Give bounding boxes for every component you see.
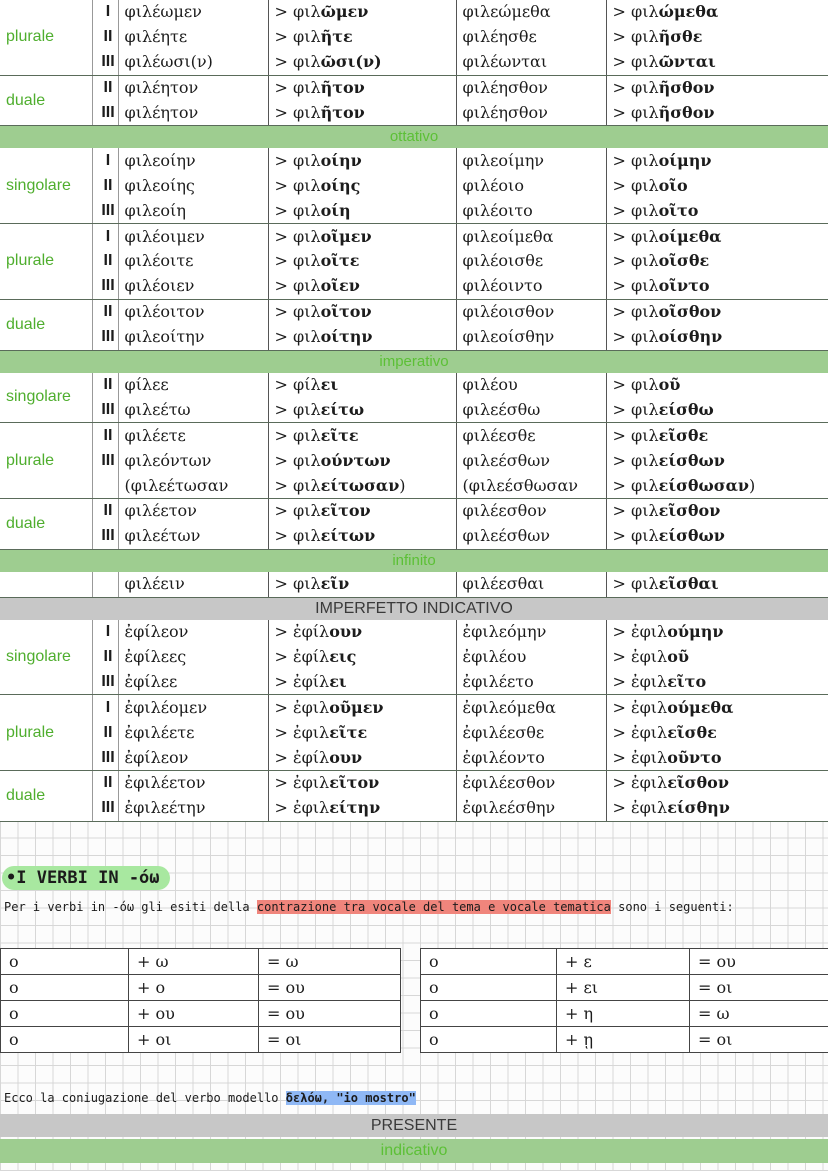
active-contracted: > φιλοῖεν — [268, 274, 456, 299]
active-contracted: > φιλεῖτον — [268, 499, 456, 524]
active-form: ἐφιλέετον — [118, 771, 268, 796]
active-form: φιλεόντων — [118, 448, 268, 473]
highlight-verbo-modello: δελόω, "io mostro" — [285, 1091, 416, 1105]
group-label: plurale — [0, 423, 92, 499]
person-cell — [92, 473, 118, 498]
vowel-cell: = ω — [690, 1001, 828, 1027]
person-cell: II — [92, 173, 118, 198]
tense-header-imperfetto: IMPERFETTO INDICATIVO — [0, 597, 828, 620]
group-label: singolare — [0, 373, 92, 423]
middle-contracted: > φιλείσθων — [612, 450, 725, 470]
person-cell: III — [92, 397, 118, 422]
vowel-cell: = οι — [690, 1027, 828, 1053]
person-cell: III — [92, 669, 118, 694]
active-contracted: > φιλοίην — [268, 148, 456, 173]
middle-form: φιλεοίσθην — [456, 325, 606, 350]
table-row — [0, 101, 828, 126]
middle-form: ἐφιλέοντο — [456, 745, 606, 770]
middle-form: φιλέοισθον — [456, 299, 606, 324]
table-row — [0, 796, 828, 821]
active-contracted: > φιλοίη — [268, 198, 456, 223]
table-row — [0, 325, 828, 350]
middle-form: φιλεέσθω — [456, 397, 606, 422]
person-cell: III — [92, 796, 118, 821]
middle-form: φιλεοίμην — [456, 148, 606, 173]
vowel-cell: = οι — [690, 975, 828, 1001]
middle-contracted: > φιλοῖσθε — [612, 251, 710, 271]
person-cell: I — [92, 695, 118, 720]
active-contracted: > ἐφίλει — [268, 669, 456, 694]
vowel-cell: ο — [1, 975, 129, 1001]
vowel-row — [1, 975, 401, 1001]
table-row — [0, 745, 828, 770]
table-row — [0, 224, 828, 249]
middle-contracted: > ἐφιλοῦντο — [606, 745, 828, 770]
active-contracted: > φιλῆτον — [268, 101, 456, 126]
person-cell: II — [92, 720, 118, 745]
middle-form: φιλέοιτο — [456, 198, 606, 223]
vowel-row — [421, 975, 828, 1001]
active-contracted: > φιλοῖμεν — [268, 224, 456, 249]
person-cell: II — [92, 645, 118, 670]
intro-text: Per i verbi in -όω gli esiti della contrazione tra vocale del tema e vocale tematica sono i seguenti: — [4, 900, 734, 914]
middle-form: ἐφιλέου — [456, 645, 606, 670]
middle-form: φιλέησθον — [456, 101, 606, 126]
middle-contracted: > φιλοῦ — [612, 375, 681, 395]
middle-form: ἐφιλέετο — [456, 669, 606, 694]
group-label: duale — [0, 75, 92, 126]
active-contracted: > φιλεῖν — [268, 572, 456, 597]
middle-form: φιλέησθον — [456, 75, 606, 100]
active-form: φιλέετε — [118, 423, 268, 448]
active-form: φιλέωσι(ν) — [118, 50, 268, 75]
table-row — [0, 771, 828, 796]
middle-form: φιλέοιο — [456, 173, 606, 198]
active-contracted: > φιλοίτην — [268, 325, 456, 350]
vowel-cell: = ου — [690, 949, 828, 975]
vowel-cell: ο — [421, 975, 557, 1001]
middle-form: φιλέοισθε — [456, 249, 606, 274]
vowel-cell: + ε — [557, 949, 690, 975]
table-row — [0, 669, 828, 694]
person-cell: II — [92, 423, 118, 448]
active-form: ἐφιλέομεν — [118, 695, 268, 720]
group-label: duale — [0, 299, 92, 350]
table-row — [0, 274, 828, 299]
middle-form: φιλέησθε — [456, 25, 606, 50]
vowel-row — [421, 1001, 828, 1027]
middle-contracted: > φιλοῖσθον — [612, 302, 722, 322]
active-contracted: > φιλείτων — [268, 524, 456, 549]
middle-contracted: > φιλεῖσθαι — [606, 572, 828, 597]
ecco-text: Ecco la coniugazione del verbo modello δελόω, "io mostro" — [4, 1091, 416, 1105]
person-cell: II — [92, 771, 118, 796]
vowel-cell: ο — [1, 949, 129, 975]
vowel-cell: = ου — [259, 1001, 401, 1027]
highlight-contrazione: contrazione tra vocale del tema e vocale tematica — [256, 900, 611, 914]
active-form: φιλέειν — [118, 572, 268, 597]
middle-form: φιλέοιντο — [456, 274, 606, 299]
middle-contracted: > φιλείσθω — [606, 397, 828, 422]
person-cell: I — [92, 0, 118, 25]
person-cell: I — [92, 224, 118, 249]
active-contracted: > φιλοῖτε — [268, 249, 456, 274]
active-contracted: > ἐφίλουν — [268, 620, 456, 645]
middle-contracted: > φιλείσθων — [606, 524, 828, 549]
mood-header-imperativo: imperativo — [0, 350, 828, 373]
active-contracted: > ἐφίλεις — [268, 645, 456, 670]
table-row — [0, 299, 828, 324]
vowel-row — [1, 1001, 401, 1027]
active-form: φιλέοιεν — [118, 274, 268, 299]
table-row — [0, 397, 828, 422]
middle-form: ἐφιλεέσθην — [456, 796, 606, 821]
vowel-cell: ο — [421, 949, 557, 975]
active-contracted: > ἐφιλεῖτον — [268, 771, 456, 796]
person-cell: III — [92, 524, 118, 549]
active-contracted: > φιλῆτον — [268, 75, 456, 100]
table-row — [0, 695, 828, 720]
middle-contracted: > φιλοίμεθα — [612, 226, 722, 246]
vowel-cell: + οι — [129, 1027, 259, 1053]
active-contracted: > φιλείτω — [268, 397, 456, 422]
active-contracted: > φιλῶμεν — [268, 0, 456, 25]
person-cell: II — [92, 499, 118, 524]
middle-contracted: > ἐφιλοῦ — [612, 647, 689, 667]
active-form: ἐφιλέετε — [118, 720, 268, 745]
active-form: φιλέοιτον — [118, 299, 268, 324]
table-row — [0, 0, 828, 25]
vowel-table-right — [420, 948, 828, 1053]
active-contracted: > ἐφιλεῖτε — [268, 720, 456, 745]
active-form: φιλέωμεν — [118, 0, 268, 25]
active-contracted: > φιλείτωσαν) — [268, 473, 456, 498]
active-form: φιλεοίην — [118, 148, 268, 173]
table-row — [0, 148, 828, 173]
table-row — [0, 173, 828, 198]
person-cell: II — [92, 75, 118, 100]
table-row — [0, 373, 828, 398]
person-cell: III — [92, 198, 118, 223]
vowel-cell: + ο — [129, 975, 259, 1001]
middle-form: φιλεέσθων — [456, 524, 606, 549]
vowel-cell: + η — [557, 1001, 690, 1027]
middle-form: φιλεοίμεθα — [456, 224, 606, 249]
vowel-row — [1, 949, 401, 975]
table-row — [0, 448, 828, 473]
active-form: φιλεοίης — [118, 173, 268, 198]
middle-form: φιλέωνται — [456, 50, 606, 75]
person-cell: II — [92, 299, 118, 324]
active-contracted: > φιλῆτε — [268, 25, 456, 50]
active-form: φιλεέτω — [118, 397, 268, 422]
active-contracted: > ἐφιλοῦμεν — [268, 695, 456, 720]
middle-form: ἐφιλέεσθε — [456, 720, 606, 745]
active-form: ἐφίλεον — [118, 620, 268, 645]
middle-contracted: > ἐφιλεῖτο — [606, 669, 828, 694]
middle-form: φιλέου — [456, 373, 606, 398]
middle-form: φιλέεσθαι — [456, 572, 606, 597]
active-form: (φιλεέτωσαν — [118, 473, 268, 498]
person-cell: III — [92, 325, 118, 350]
person-cell: I — [92, 620, 118, 645]
active-form: φιλεοίτην — [118, 325, 268, 350]
middle-contracted: > φιλείσθωσαν) — [606, 473, 828, 498]
person-cell: II — [92, 25, 118, 50]
active-form: φιλέετον — [118, 499, 268, 524]
mood-header-ottativo: ottativo — [0, 126, 828, 149]
person-cell — [92, 572, 118, 597]
table-row — [0, 75, 828, 100]
active-form: ἐφίλεες — [118, 645, 268, 670]
active-form: φιλέοιτε — [118, 249, 268, 274]
mood-header-indicativo: indicativo — [0, 1139, 828, 1163]
middle-form: (φιλεέσθωσαν — [456, 473, 606, 498]
person-cell: II — [92, 249, 118, 274]
table-row — [0, 249, 828, 274]
group-label: plurale — [0, 224, 92, 300]
active-form: φιλέητον — [118, 75, 268, 100]
person-cell: II — [92, 373, 118, 398]
active-form: ἐφιλεέτην — [118, 796, 268, 821]
middle-contracted: > φιλοῖτο — [606, 198, 828, 223]
vowel-cell: ο — [1, 1027, 129, 1053]
table-row — [0, 473, 828, 498]
table-row — [0, 499, 828, 524]
middle-contracted: > ἐφιλείσθην — [606, 796, 828, 821]
middle-form: ἐφιλεόμεθα — [456, 695, 606, 720]
middle-form: φιλεώμεθα — [456, 0, 606, 25]
vowel-row — [421, 949, 828, 975]
person-cell: III — [92, 101, 118, 126]
active-form: φιλέητε — [118, 25, 268, 50]
middle-contracted: > ἐφιλεῖσθε — [612, 722, 717, 742]
vowel-cell: + ω — [129, 949, 259, 975]
middle-contracted: > φιλεῖσθε — [612, 425, 709, 445]
active-form: φιλεέτων — [118, 524, 268, 549]
tense-header-presente: PRESENTE — [0, 1114, 828, 1137]
group-label: plurale — [0, 695, 92, 771]
middle-contracted: > φιλῶνται — [606, 50, 828, 75]
middle-contracted: > ἐφιλούμην — [612, 622, 724, 642]
vowel-cell: + ει — [557, 975, 690, 1001]
middle-form: ἐφιλέεσθον — [456, 771, 606, 796]
person-cell: III — [92, 448, 118, 473]
middle-form: ἐφιλεόμην — [456, 620, 606, 645]
vowel-cell: ο — [421, 1027, 557, 1053]
vowel-row — [1, 1027, 401, 1053]
middle-contracted: > φιλῆσθε — [612, 27, 703, 47]
middle-form: φιλέεσθε — [456, 423, 606, 448]
active-form: φιλεοίη — [118, 198, 268, 223]
person-cell: III — [92, 274, 118, 299]
vowel-cell: ο — [421, 1001, 557, 1027]
group-label: plurale — [0, 0, 92, 75]
person-cell: III — [92, 745, 118, 770]
vowel-cell: ο — [1, 1001, 129, 1027]
middle-contracted: > φιλῆσθον — [612, 78, 715, 98]
group-label: singolare — [0, 148, 92, 223]
mood-header-infinito: infinito — [0, 549, 828, 572]
person-cell: III — [92, 50, 118, 75]
middle-contracted: > φιλεῖσθον — [612, 501, 721, 521]
active-contracted: > φιλούντων — [268, 448, 456, 473]
middle-contracted: > φιλοῖο — [612, 175, 688, 195]
vowel-cell: + ου — [129, 1001, 259, 1027]
table-row — [0, 620, 828, 645]
active-contracted: > φιλῶσι(ν) — [268, 50, 456, 75]
middle-contracted: > φιλῆσθον — [606, 101, 828, 126]
active-form: ἐφίλεε — [118, 669, 268, 694]
active-form: ἐφίλεον — [118, 745, 268, 770]
vowel-cell: = οι — [259, 1027, 401, 1053]
active-contracted: > ἐφίλουν — [268, 745, 456, 770]
active-contracted: > ἐφιλείτην — [268, 796, 456, 821]
group-label: duale — [0, 499, 92, 550]
vowel-cell: = ω — [259, 949, 401, 975]
middle-form: φιλέεσθον — [456, 499, 606, 524]
middle-contracted: > ἐφιλούμεθα — [612, 697, 734, 717]
person-cell: I — [92, 148, 118, 173]
vowel-row — [421, 1027, 828, 1053]
table-row — [0, 645, 828, 670]
section-title: •I VERBI IN -όω — [2, 866, 170, 890]
active-contracted: > φιλοῖτον — [268, 299, 456, 324]
active-form: φίλεε — [118, 373, 268, 398]
middle-contracted: > φιλοῖντο — [606, 274, 828, 299]
middle-form: φιλεέσθων — [456, 448, 606, 473]
group-label: singolare — [0, 620, 92, 695]
table-row — [0, 524, 828, 549]
vowel-cell: + ῃ — [557, 1027, 690, 1053]
active-contracted: > φιλεῖτε — [268, 423, 456, 448]
table-row — [0, 572, 828, 597]
middle-contracted: > φιλοίμην — [612, 150, 712, 170]
group-label — [0, 572, 92, 597]
vowel-table-left — [0, 948, 401, 1053]
active-contracted: > φίλει — [268, 373, 456, 398]
active-form: φιλέητον — [118, 101, 268, 126]
group-label: duale — [0, 771, 92, 822]
table-row — [0, 50, 828, 75]
middle-contracted: > φιλοίσθην — [606, 325, 828, 350]
vowel-cell: = ου — [259, 975, 401, 1001]
table-row — [0, 720, 828, 745]
table-row — [0, 198, 828, 223]
active-contracted: > φιλοίης — [268, 173, 456, 198]
table-row — [0, 423, 828, 448]
active-form: φιλέοιμεν — [118, 224, 268, 249]
table-row — [0, 25, 828, 50]
middle-contracted: > φιλώμεθα — [612, 2, 719, 22]
middle-contracted: > ἐφιλεῖσθον — [612, 773, 729, 793]
